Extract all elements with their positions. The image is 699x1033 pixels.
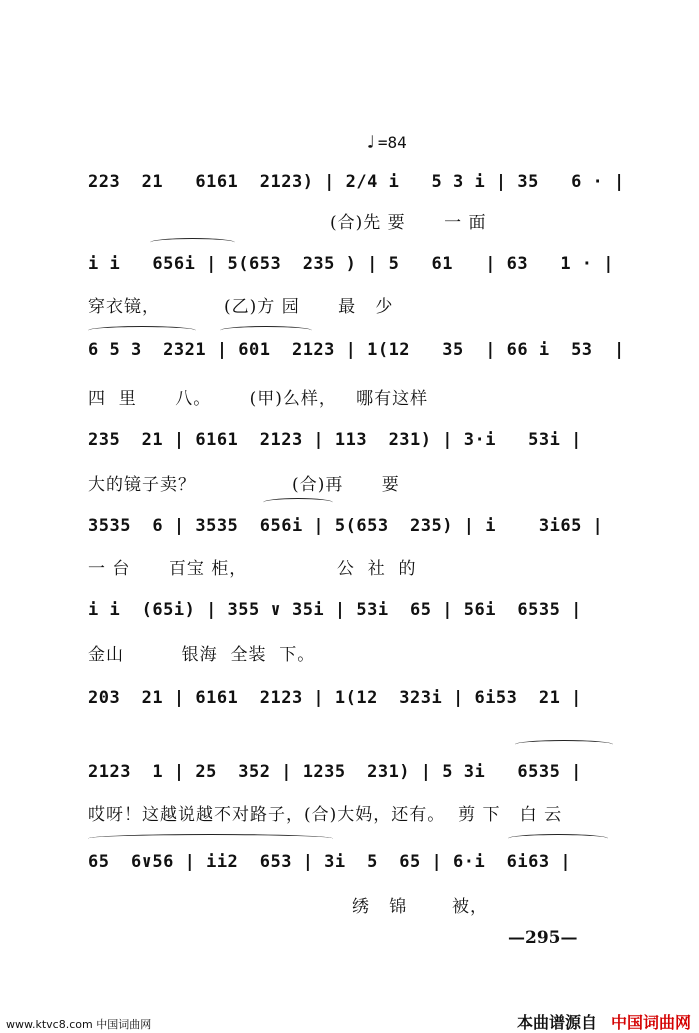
quarter-note-icon: ♩ [365, 132, 376, 153]
lyric-line-4: 大的镜子卖？ (合)再 要 [88, 475, 400, 495]
lyric-line-6: 金山 银海 全装 下。 [88, 645, 316, 665]
slur-mark [515, 740, 613, 749]
slur-mark [263, 498, 333, 507]
page-number: —295— [508, 928, 578, 948]
footer-watermark [517, 1010, 691, 1033]
music-line-3: 6 5 3 2321 | 601 2123 | 1(12 35 | 66 i 53 | [88, 340, 625, 360]
music-line-7: 203 21 | 6161 2123 | 1(12 323i | 6i53 21 | [88, 688, 582, 708]
music-line-2: i i 656i | 5(653 235 ) | 5 61 | 63 1 · | [88, 254, 615, 274]
footer-site-url: www.ktvc8.com 中国词曲网 [6, 1018, 152, 1031]
footer-brand: 中国词曲网 [610, 1013, 691, 1032]
music-line-5: 3535 6 | 3535 656i | 5(653 235) | i 3i65 | [88, 516, 604, 536]
lyric-line-3: 四 里 八。 (甲)么样， 哪有这样 [88, 389, 429, 409]
slur-mark [88, 834, 333, 843]
tempo-value: =84 [377, 133, 407, 152]
music-line-9: 65 6∨56 | ii2 653 | 3i 5 65 | 6·i 6i63 | [88, 852, 572, 872]
footer-source-label: 本曲谱源自 [516, 1013, 597, 1032]
slur-mark [508, 834, 608, 843]
slur-mark [88, 326, 196, 335]
lyric-line-9: 绣 锦 被， [352, 897, 489, 917]
tempo-marking [365, 132, 407, 153]
slur-mark [150, 238, 235, 247]
music-line-6: i i (65i) | 355 ∨ 35i | 53i 65 | 56i 6535 | [88, 600, 582, 620]
music-line-8: 2123 1 | 25 352 | 1235 231) | 5 3i 6535 | [88, 762, 582, 782]
lyric-line-5: 一 台 百宝 柜， 公 社 的 [88, 559, 417, 579]
lyric-line-2: 穿衣镜， (乙)方 园 最 少 [88, 297, 394, 317]
music-line-4: 235 21 | 6161 2123 | 113 231) | 3·i 53i | [88, 430, 582, 450]
music-line-1: 223 21 6161 2123) | 2/4 i 5 3 i | 35 6 · | [88, 172, 625, 192]
slur-mark [220, 326, 312, 335]
lyric-line-1: (合)先 要 一 面 [330, 213, 487, 233]
lyric-line-8: 哎呀！这越说越不对路子，(合)大妈，还有。 剪 下 白 云 [88, 805, 563, 825]
